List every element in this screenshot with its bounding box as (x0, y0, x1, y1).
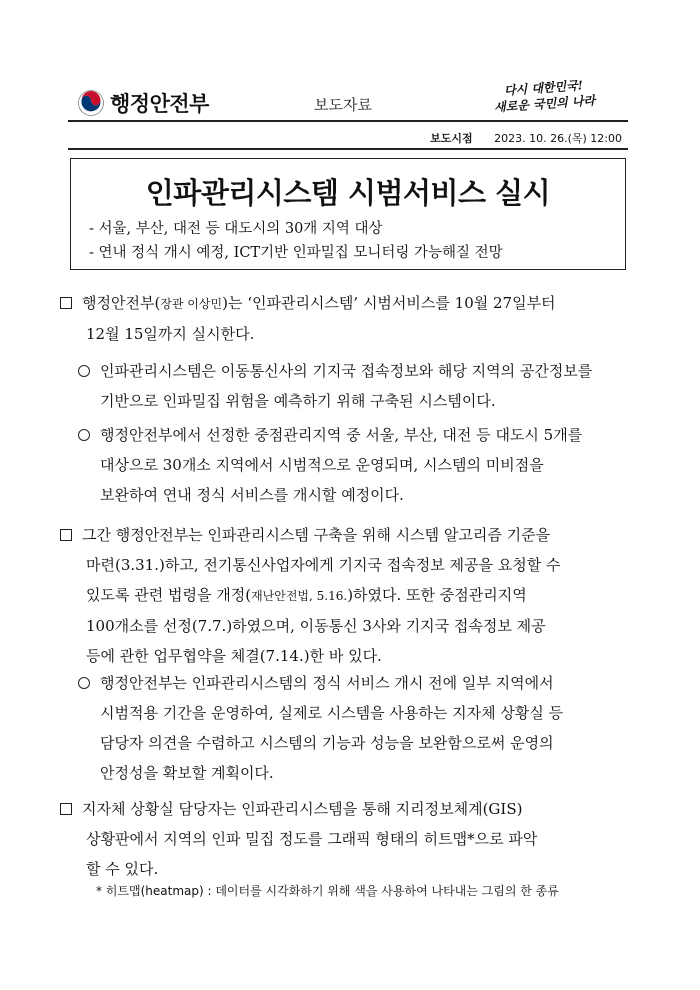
text: 담당자 의견을 수렴하고 시스템의 기능과 성능을 보완함으로써 운영의 (100, 734, 554, 752)
text: 할 수 있다. (86, 860, 159, 878)
slogan-line-2: 새로운 국민의 나라 (493, 93, 596, 115)
header-divider (68, 120, 628, 122)
page-title: 인파관리시스템 시범서비스 실시 (145, 176, 551, 210)
text: 상황판에서 지역의 인파 밀집 정도를 그래픽 형태의 히트맵*으로 파악 (86, 830, 538, 848)
ministry-name: 행정안전부 (110, 92, 209, 116)
text: 12월 15일까지 실시한다. (86, 325, 255, 343)
text: )는 ‘인파관리시스템’ 시범서비스를 10월 27일부터 (222, 294, 556, 312)
square-bullet-icon (60, 803, 72, 815)
slogan-line-1: 다시 대한민국! (503, 78, 584, 98)
text: 행정안전부는 인파관리시스템의 정식 서비스 개시 전에 일부 지역에서 (100, 674, 554, 692)
text: 안정성을 확보할 계획이다. (100, 764, 274, 782)
title-box (70, 158, 626, 270)
text: 행정안전부( (82, 294, 161, 312)
summary-list (89, 217, 503, 265)
paragraph-1-sub-2 (60, 420, 640, 510)
taegeuk-emblem-icon (78, 90, 104, 116)
paragraph-3 (60, 794, 640, 884)
paragraph-2-sub-1 (60, 668, 640, 788)
summary-item: - 서울, 부산, 대전 등 대도시의 30개 지역 대상 (89, 221, 383, 237)
text: 그간 행정안전부는 인파관리시스템 구축을 위해 시스템 알고리즘 기준을 (82, 526, 551, 544)
circle-bullet-icon (78, 429, 90, 441)
release-label: 보도시점 (430, 132, 473, 145)
text: 있도록 관련 법령을 개정( (86, 586, 252, 604)
release-bar (68, 126, 628, 150)
circle-bullet-icon (78, 365, 90, 377)
release-datetime: 2023. 10. 26.(목) 12:00 (494, 132, 622, 145)
text: 대상으로 30개소 지역에서 시범적으로 운영되며, 시스템의 미비점을 (100, 456, 544, 474)
ministry-logo (78, 88, 209, 118)
text-small: 장관 이상민 (160, 297, 223, 311)
document-header (68, 78, 628, 122)
text: 지자체 상황실 담당자는 인파관리시스템을 통해 지리정보체계(GIS) (82, 800, 523, 818)
square-bullet-icon (60, 529, 72, 541)
text: 등에 관한 업무협약을 체결(7.14.)한 바 있다. (86, 647, 382, 665)
text: 행정안전부에서 선정한 중점관리지역 중 서울, 부산, 대전 등 대도시 5개를 (100, 426, 583, 444)
text: 마련(3.31.)하고, 전기통신사업자에게 기지국 접속정보 제공을 요청할 수 (86, 556, 561, 574)
text: 시범적용 기간을 운영하여, 실제로 시스템을 사용하는 지자체 상황실 등 (100, 704, 564, 722)
text: )하였다. 또한 중점관리지역 (347, 586, 527, 604)
paragraph-2 (60, 520, 640, 671)
paragraph-1-sub-1 (60, 356, 640, 416)
square-bullet-icon (60, 297, 72, 309)
text: 기반으로 인파밀집 위험을 예측하기 위해 구축된 시스템이다. (100, 392, 496, 410)
doc-type-label: 보도자료 (314, 96, 372, 114)
circle-bullet-icon (78, 677, 90, 689)
footnote: * 히트맵(heatmap) : 데이터를 시각화하기 위해 색을 사용하여 나타내는 그림의 한 종류 (96, 884, 559, 898)
slogan (483, 76, 605, 116)
summary-item: - 연내 정식 개시 예정, ICT기반 인파밀집 모니터링 가능해질 전망 (89, 245, 503, 261)
text-small: 재난안전법, 5.16. (251, 589, 348, 603)
paragraph-1 (60, 288, 640, 349)
text: 보완하여 연내 정식 서비스를 개시할 예정이다. (100, 486, 404, 504)
text: 인파관리시스템은 이동통신사의 기지국 접속정보와 해당 지역의 공간정보를 (100, 362, 593, 380)
text: 100개소를 선정(7.7.)하였으며, 이동통신 3사와 기지국 접속정보 제공 (86, 617, 546, 635)
